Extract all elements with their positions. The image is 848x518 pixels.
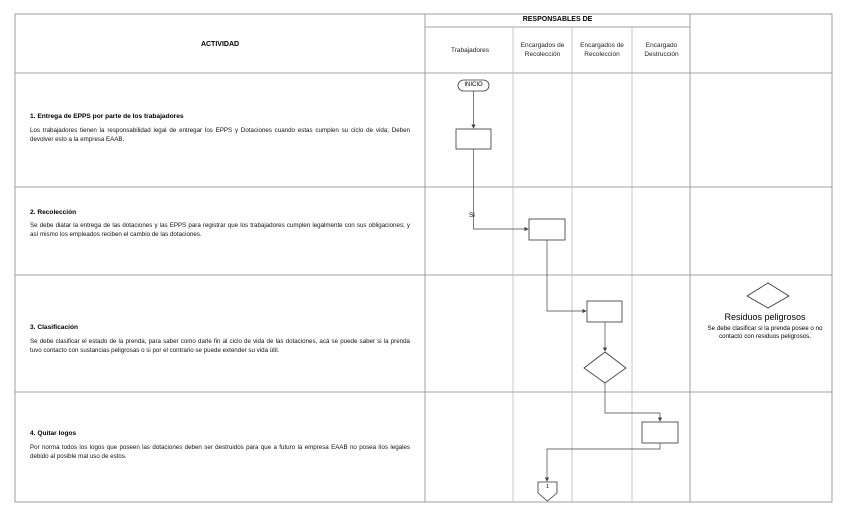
- column-header-encargados-recoleccion-2: Encargados de Recolección: [580, 42, 624, 58]
- activity-title: 4. Quitar logos: [30, 430, 77, 437]
- legend-diamond: [747, 283, 789, 308]
- activity-description: Se debe clasificar el estado de la prenda, para saber como darle fin al ciclo de vida de las dotaciones, acá se puede saber si la prenda tuvo contacto con sustancias peligrosas o si por el contrario se puede extender su vida útil.: [30, 338, 410, 354]
- column-header-encargado-destruccion: Encargado Destrucción: [644, 42, 679, 58]
- arrow-entrega-to-recoleccion: [474, 149, 529, 229]
- activity-row-3: [30, 324, 410, 355]
- column-header-encargados-recoleccion-1: Encargados de Recolección: [520, 42, 565, 58]
- yes-label: Si: [469, 212, 475, 219]
- arrow-quitar-logos-to-connector: [547, 443, 660, 481]
- decision-diamond: [584, 352, 626, 383]
- activity-title: 2. Recolección: [30, 209, 77, 216]
- connector-label: 1: [545, 484, 550, 490]
- process-box-recoleccion: [529, 219, 565, 240]
- activity-description: Se debe diatar la entrega de las dotaciones y las EPPS para registrar que los trabajadores cumplen legalmente con sus obligaciones; y así mismo los empleados reciben el cambio de las dotaciones.: [30, 222, 410, 238]
- activity-row-2: [30, 209, 410, 239]
- activity-row-1: [30, 113, 410, 144]
- process-box-entrega: [456, 129, 491, 149]
- process-box-clasificacion: [587, 301, 622, 322]
- activity-title: 3. Clasificación: [30, 324, 79, 331]
- activity-title: 1. Entrega de EPPS por parte de los trabajadores: [30, 113, 184, 120]
- activity-description: Por norma todos los logos que poseen las dotaciones deben ser destruidos para que a futuro la empresa EAAB no posea líos legales debido al posible mal uso de estos.: [30, 444, 410, 460]
- legend-description: Se debe clasificar si la prenda posee o no contacto con residuos peligrosos.: [707, 325, 823, 340]
- arrow-recoleccion-to-clasificacion: [547, 240, 586, 311]
- legend-title: Residuos peligrosos: [724, 312, 806, 322]
- column-header-trabajadores: Trabajadores: [450, 47, 490, 54]
- arrow-decision-to-quitar-logos: [605, 383, 660, 421]
- process-box-quitar-logos: [642, 422, 678, 443]
- responsables-header: RESPONSABLES DE: [522, 16, 593, 23]
- activity-header: ACTIVIDAD: [200, 41, 240, 48]
- start-label: INICIO: [464, 82, 483, 88]
- table-grid: [15, 14, 832, 502]
- activity-row-4: [30, 430, 410, 461]
- activity-description: Los trabajadores tienen la responsabilidad legal de entregar los EPPS y Dotaciones cuando estas cumplen su ciclo de vida; Deben devolver esto a la empresa EAAB.: [30, 127, 410, 143]
